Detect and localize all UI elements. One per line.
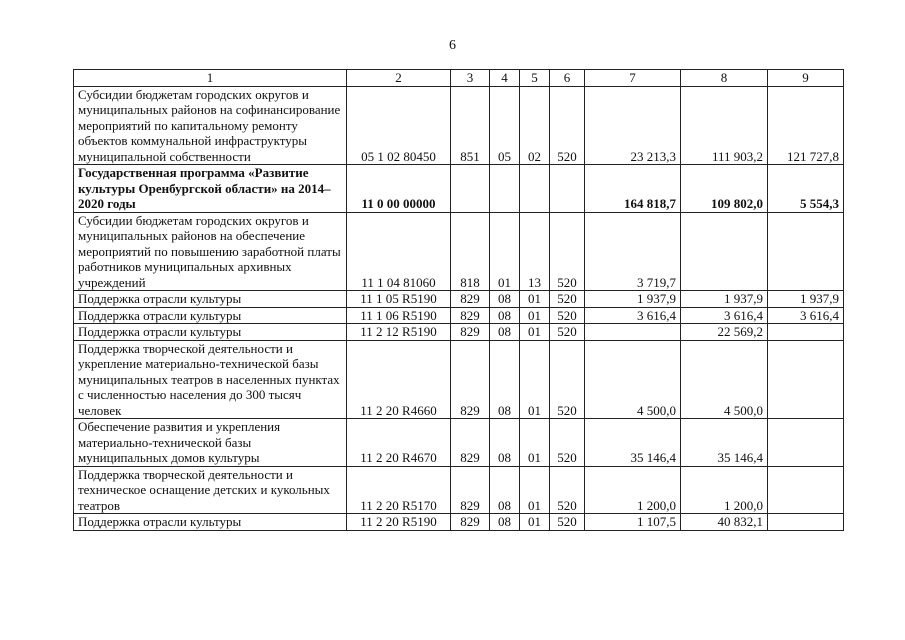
cell-col6: 520	[550, 291, 585, 308]
cell-col5: 01	[520, 307, 550, 324]
column-number: 4	[490, 70, 520, 87]
cell-col5: 13	[520, 212, 550, 291]
amount-col8	[681, 212, 768, 291]
cell-col4: 08	[490, 291, 520, 308]
cell-col6: 520	[550, 324, 585, 341]
cell-col5: 02	[520, 86, 550, 165]
row-description: Субсидии бюджетам городских округов и муниципальных районов на софинансирование мероприятий по капитальному ремонту объектов коммунальной инфраструктуры муниципальной собственности	[74, 86, 347, 165]
cell-col6: 520	[550, 419, 585, 467]
budget-code: 11 2 20 R4660	[347, 340, 451, 419]
cell-col6	[550, 165, 585, 213]
cell-col6: 520	[550, 86, 585, 165]
cell-col5	[520, 165, 550, 213]
amount-col9: 121 727,8	[768, 86, 844, 165]
amount-col9: 3 616,4	[768, 307, 844, 324]
amount-col7: 3 616,4	[585, 307, 681, 324]
row-description: Поддержка отрасли культуры	[74, 514, 347, 531]
cell-col4: 08	[490, 307, 520, 324]
cell-col6: 520	[550, 307, 585, 324]
amount-col8: 3 616,4	[681, 307, 768, 324]
amount-col8: 111 903,2	[681, 86, 768, 165]
cell-col5: 01	[520, 514, 550, 531]
budget-code: 11 2 20 R5190	[347, 514, 451, 531]
cell-col6: 520	[550, 514, 585, 531]
amount-col7: 23 213,3	[585, 86, 681, 165]
amount-col9: 5 554,3	[768, 165, 844, 213]
amount-col9	[768, 340, 844, 419]
amount-col9	[768, 514, 844, 531]
row-description: Поддержка творческой деятельности и техническое оснащение детских и кукольных театров	[74, 466, 347, 514]
table-row	[74, 324, 844, 341]
cell-col5: 01	[520, 291, 550, 308]
amount-col8: 22 569,2	[681, 324, 768, 341]
row-description: Поддержка отрасли культуры	[74, 291, 347, 308]
column-number-row	[74, 70, 844, 87]
column-number: 6	[550, 70, 585, 87]
budget-code: 11 1 05 R5190	[347, 291, 451, 308]
amount-col9: 1 937,9	[768, 291, 844, 308]
table-row	[74, 514, 844, 531]
cell-col4: 08	[490, 419, 520, 467]
table-row	[74, 466, 844, 514]
cell-col3: 829	[451, 324, 490, 341]
amount-col7: 1 200,0	[585, 466, 681, 514]
cell-col3: 851	[451, 86, 490, 165]
amount-col9	[768, 324, 844, 341]
row-description: Обеспечение развития и укрепления материально-технической базы муниципальных домов культуры	[74, 419, 347, 467]
amount-col9	[768, 212, 844, 291]
cell-col6: 520	[550, 212, 585, 291]
page-number: 6	[449, 38, 456, 53]
amount-col7: 4 500,0	[585, 340, 681, 419]
budget-code: 11 2 20 R5170	[347, 466, 451, 514]
budget-code: 11 0 00 00000	[347, 165, 451, 213]
budget-code: 11 2 20 R4670	[347, 419, 451, 467]
cell-col3: 829	[451, 291, 490, 308]
column-number: 1	[74, 70, 347, 87]
cell-col3	[451, 165, 490, 213]
table-row	[74, 419, 844, 467]
table-row	[74, 212, 844, 291]
table-row	[74, 291, 844, 308]
cell-col3: 818	[451, 212, 490, 291]
table-row	[74, 86, 844, 165]
amount-col7: 3 719,7	[585, 212, 681, 291]
amount-col8: 4 500,0	[681, 340, 768, 419]
amount-col8: 40 832,1	[681, 514, 768, 531]
budget-code: 11 2 12 R5190	[347, 324, 451, 341]
cell-col5: 01	[520, 340, 550, 419]
row-description: Поддержка творческой деятельности и укрепление материально-технической базы муниципальных театров в населенных пунктах с численностью населения до 300 тысяч человек	[74, 340, 347, 419]
amount-col8: 35 146,4	[681, 419, 768, 467]
row-description: Поддержка отрасли культуры	[74, 324, 347, 341]
cell-col3: 829	[451, 307, 490, 324]
budget-table	[73, 69, 844, 531]
cell-col4: 08	[490, 340, 520, 419]
cell-col4: 08	[490, 466, 520, 514]
amount-col8: 109 802,0	[681, 165, 768, 213]
table-row	[74, 307, 844, 324]
amount-col7	[585, 324, 681, 341]
row-description: Поддержка отрасли культуры	[74, 307, 347, 324]
amount-col7: 1 937,9	[585, 291, 681, 308]
cell-col5: 01	[520, 324, 550, 341]
cell-col5: 01	[520, 466, 550, 514]
cell-col3: 829	[451, 466, 490, 514]
cell-col6: 520	[550, 340, 585, 419]
column-number: 8	[681, 70, 768, 87]
amount-col7: 164 818,7	[585, 165, 681, 213]
cell-col6: 520	[550, 466, 585, 514]
column-number: 5	[520, 70, 550, 87]
row-description: Субсидии бюджетам городских округов и муниципальных районов на обеспечение мероприятий по повышению заработной платы работников муниципальных архивных учреждений	[74, 212, 347, 291]
column-number: 2	[347, 70, 451, 87]
cell-col5: 01	[520, 419, 550, 467]
budget-code: 11 1 06 R5190	[347, 307, 451, 324]
amount-col7: 1 107,5	[585, 514, 681, 531]
amount-col8: 1 200,0	[681, 466, 768, 514]
cell-col4: 05	[490, 86, 520, 165]
column-number: 3	[451, 70, 490, 87]
budget-code: 05 1 02 80450	[347, 86, 451, 165]
table-row	[74, 340, 844, 419]
column-number: 9	[768, 70, 844, 87]
cell-col4: 01	[490, 212, 520, 291]
cell-col4	[490, 165, 520, 213]
program-total-row	[74, 165, 844, 213]
budget-code: 11 1 04 81060	[347, 212, 451, 291]
column-number: 7	[585, 70, 681, 87]
amount-col9	[768, 419, 844, 467]
amount-col9	[768, 466, 844, 514]
cell-col4: 08	[490, 324, 520, 341]
row-description: Государственная программа «Развитие культуры Оренбургской области» на 2014–2020 годы	[74, 165, 347, 213]
amount-col8: 1 937,9	[681, 291, 768, 308]
cell-col4: 08	[490, 514, 520, 531]
cell-col3: 829	[451, 419, 490, 467]
amount-col7: 35 146,4	[585, 419, 681, 467]
cell-col3: 829	[451, 514, 490, 531]
cell-col3: 829	[451, 340, 490, 419]
